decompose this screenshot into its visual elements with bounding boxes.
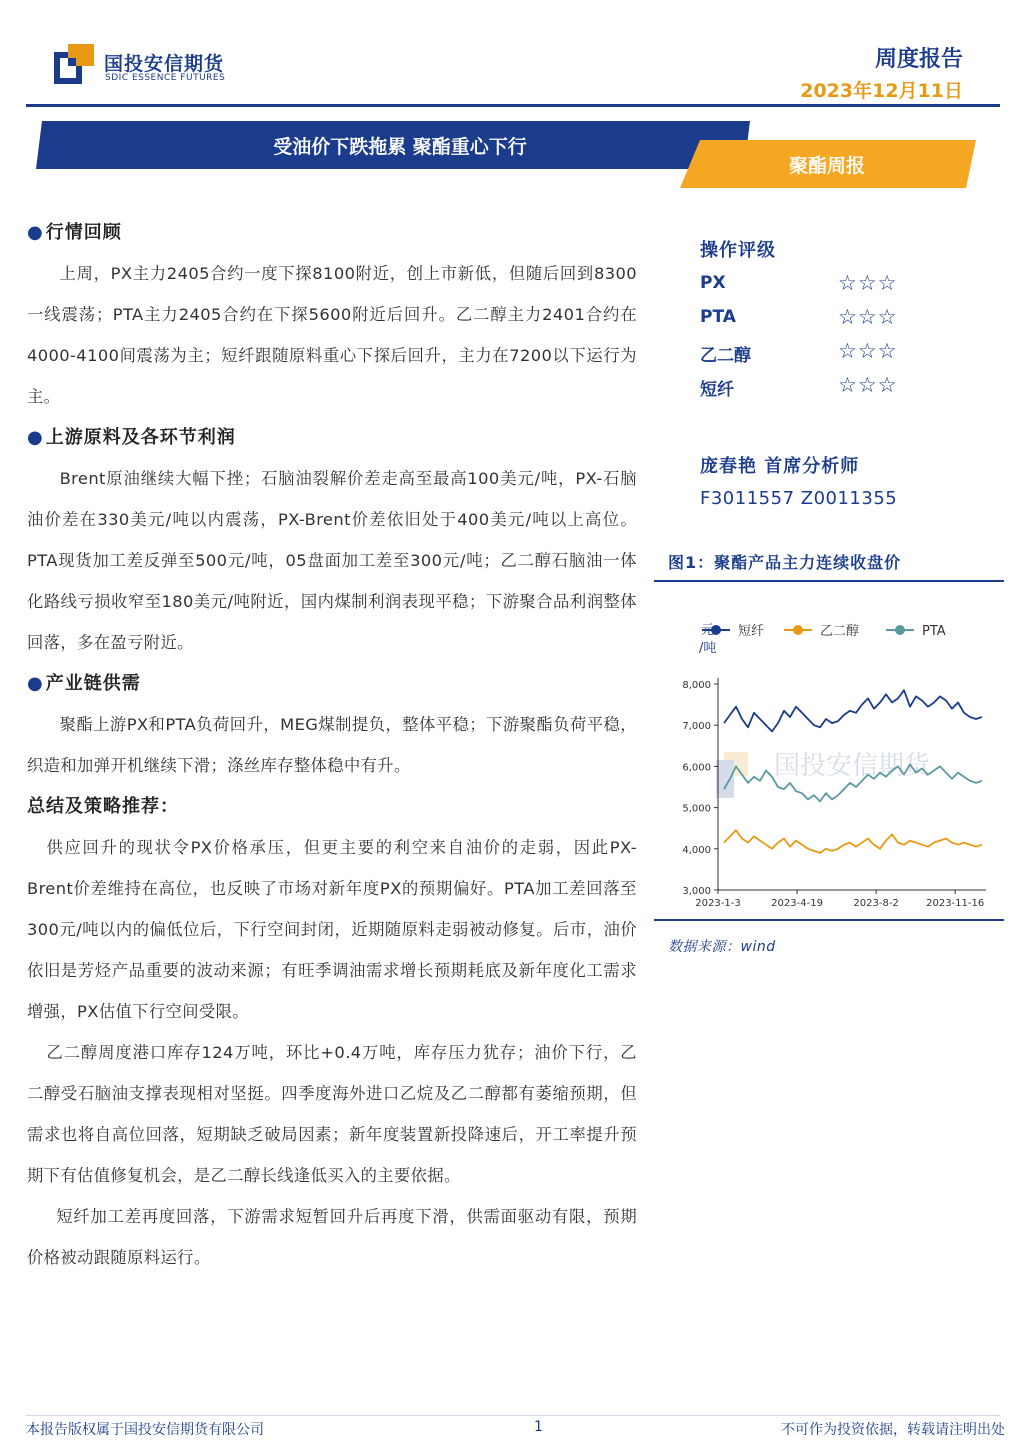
summary-paragraph-px: 供应回升的现状令PX价格承压，但更主要的利空来自油价的走弱，因此PX-Brent价差维持在高位，也反映了市场对新年度PX的预期偏好。PTA加工差回落至300元/吨以内的偏低位后，下行空间封闭，近期随原料走弱被动修复。后市，油价依旧是芳烃产品重要的波动来源；有旺季调油需求增长预期耗底及新年度化工需求增强，PX估值下行空间受限。 <box>27 838 637 1021</box>
watermark-text: 国投安信期货 <box>774 751 931 781</box>
bullet-icon: ● <box>27 427 44 448</box>
rating-row <box>700 307 910 341</box>
y-tick-label: 3,000 <box>682 886 711 897</box>
x-tick-label: 2023-4-19 <box>771 898 823 909</box>
rating-row <box>700 273 910 307</box>
rating-product: 乙二醇 <box>700 346 751 366</box>
price-line-chart <box>654 612 1004 918</box>
rating-product: PX <box>700 273 726 293</box>
y-axis-label-part: /吨 <box>699 641 717 656</box>
bullet-icon: ● <box>27 222 44 243</box>
star-icon: ☆☆☆ <box>838 339 898 363</box>
rating-row <box>700 341 910 375</box>
x-tick-label: 2023-11-16 <box>926 898 985 909</box>
star-icon: ☆☆☆ <box>838 373 898 397</box>
section-heading: 总结及策略推荐： <box>27 796 179 817</box>
chart-legend <box>702 623 946 639</box>
figure-title: 图1：聚酯产品主力连续收盘价 <box>668 553 902 572</box>
company-name-cn: 国投安信期货 <box>104 53 225 75</box>
rating-row <box>700 375 910 409</box>
summary-paragraph-psf: 短纤加工差再度回落，下游需求短暂回升后再度下滑，供需面驱动有限，预期价格被动跟随原料运行。 <box>27 1207 637 1267</box>
legend-swatch-marker <box>793 625 803 635</box>
watermark <box>716 751 932 798</box>
analyst-license-ids: F3011557 Z0011355 <box>700 488 898 509</box>
footer-divider <box>26 1415 1000 1416</box>
summary-paragraph-meg: 乙二醇周度港口库存124万吨，环比+0.4万吨，库存压力犹存；油价下行，乙二醇受石脑油支撑表现相对坚挺。四季度海外进口乙烷及乙二醇都有萎缩预期，但需求也将自高位回落，短期缺乏破局因素；新年度装置新投降速后，开工率提升预期下有估值修复机会，是乙二醇长线逢低买入的主要依据。 <box>27 1043 637 1185</box>
legend-label: 短纤 <box>738 624 765 639</box>
analyst-name: 庞春艳 首席分析师 <box>700 456 860 477</box>
supply-paragraph: 聚酯上游PX和PTA负荷回升，MEG煤制提负，整体平稳；下游聚酯负荷平稳，织造和加弹开机继续下滑；涤丝库存整体稳中有升。 <box>27 715 637 775</box>
series-line-短纤 <box>724 690 982 731</box>
y-tick-label: 8,000 <box>682 680 711 691</box>
figure-divider <box>654 580 1004 582</box>
y-tick-label: 4,000 <box>682 844 711 856</box>
footer-disclaimer: 不可作为投资依据，转载请注明出处 <box>781 1422 1005 1438</box>
y-axis-label <box>699 623 716 656</box>
rating-product: PTA <box>700 307 736 327</box>
y-tick-label: 5,000 <box>682 803 711 815</box>
report-tag: 聚酯周报 <box>788 155 865 177</box>
x-tick-label: 2023-8-2 <box>853 898 899 909</box>
page-number: 1 <box>534 1419 543 1435</box>
report-type: 周度报告 <box>874 47 963 72</box>
y-tick-label: 7,000 <box>682 721 711 733</box>
y-tick-label: 6,000 <box>682 762 711 774</box>
section-heading: ● 产业链供需 <box>27 673 141 694</box>
section-heading: ● 上游原料及各环节利润 <box>27 427 236 448</box>
main-content <box>27 212 637 1278</box>
company-logo-mark <box>54 44 94 84</box>
legend-swatch-marker <box>895 625 905 635</box>
star-icon: ☆☆☆ <box>838 305 898 329</box>
review-paragraph: 上周，PX主力2405合约一度下探8100附近，创上市新低，但随后回到8300一线震荡；PTA主力2405合约在下探5600附近后回升。乙二醇主力2401合约在4000-4100间震荡为主；短纤跟随原料重心下探后回升，主力在7200以下运行为主。 <box>27 264 637 406</box>
rating-product: 短纤 <box>700 380 734 400</box>
rating-title: 操作评级 <box>700 240 776 261</box>
report-title: 受油价下跌拖累 聚酯重心下行 <box>273 136 527 158</box>
company-name-en: SDIC ESSENCE FUTURES <box>105 73 226 83</box>
star-icon: ☆☆☆ <box>838 271 898 295</box>
legend-label: 乙二醇 <box>820 624 860 639</box>
header-divider <box>26 104 1000 107</box>
legend-label: PTA <box>922 624 946 639</box>
y-axis-label-part: 元 <box>701 623 715 638</box>
upstream-paragraph: Brent原油继续大幅下挫；石脑油裂解价差走高至最高100美元/吨，PX-石脑油价差在330美元/吨以内震荡，PX-Brent价差依旧处于400美元/吨以上高位。PTA现货加工差反弹至500元/吨，05盘面加工差至300元/吨；乙二醇石脑油一体化路线亏损收窄至180美元/吨附近，国内煤制利润表现平稳；下游聚合品利润整体回落，多在盈亏附近。 <box>27 469 637 652</box>
series-line-乙二醇 <box>724 830 982 853</box>
figure-bottom-line <box>654 919 1004 921</box>
x-tick-label: 2023-1-3 <box>695 898 741 909</box>
data-source: 数据来源：wind <box>668 939 776 955</box>
report-date: 2023年12月11日 <box>800 80 963 102</box>
footer-copyright: 本报告版权属于国投安信期货有限公司 <box>26 1422 264 1438</box>
bullet-icon: ● <box>27 673 44 694</box>
section-heading: ● 行情回顾 <box>27 222 122 243</box>
